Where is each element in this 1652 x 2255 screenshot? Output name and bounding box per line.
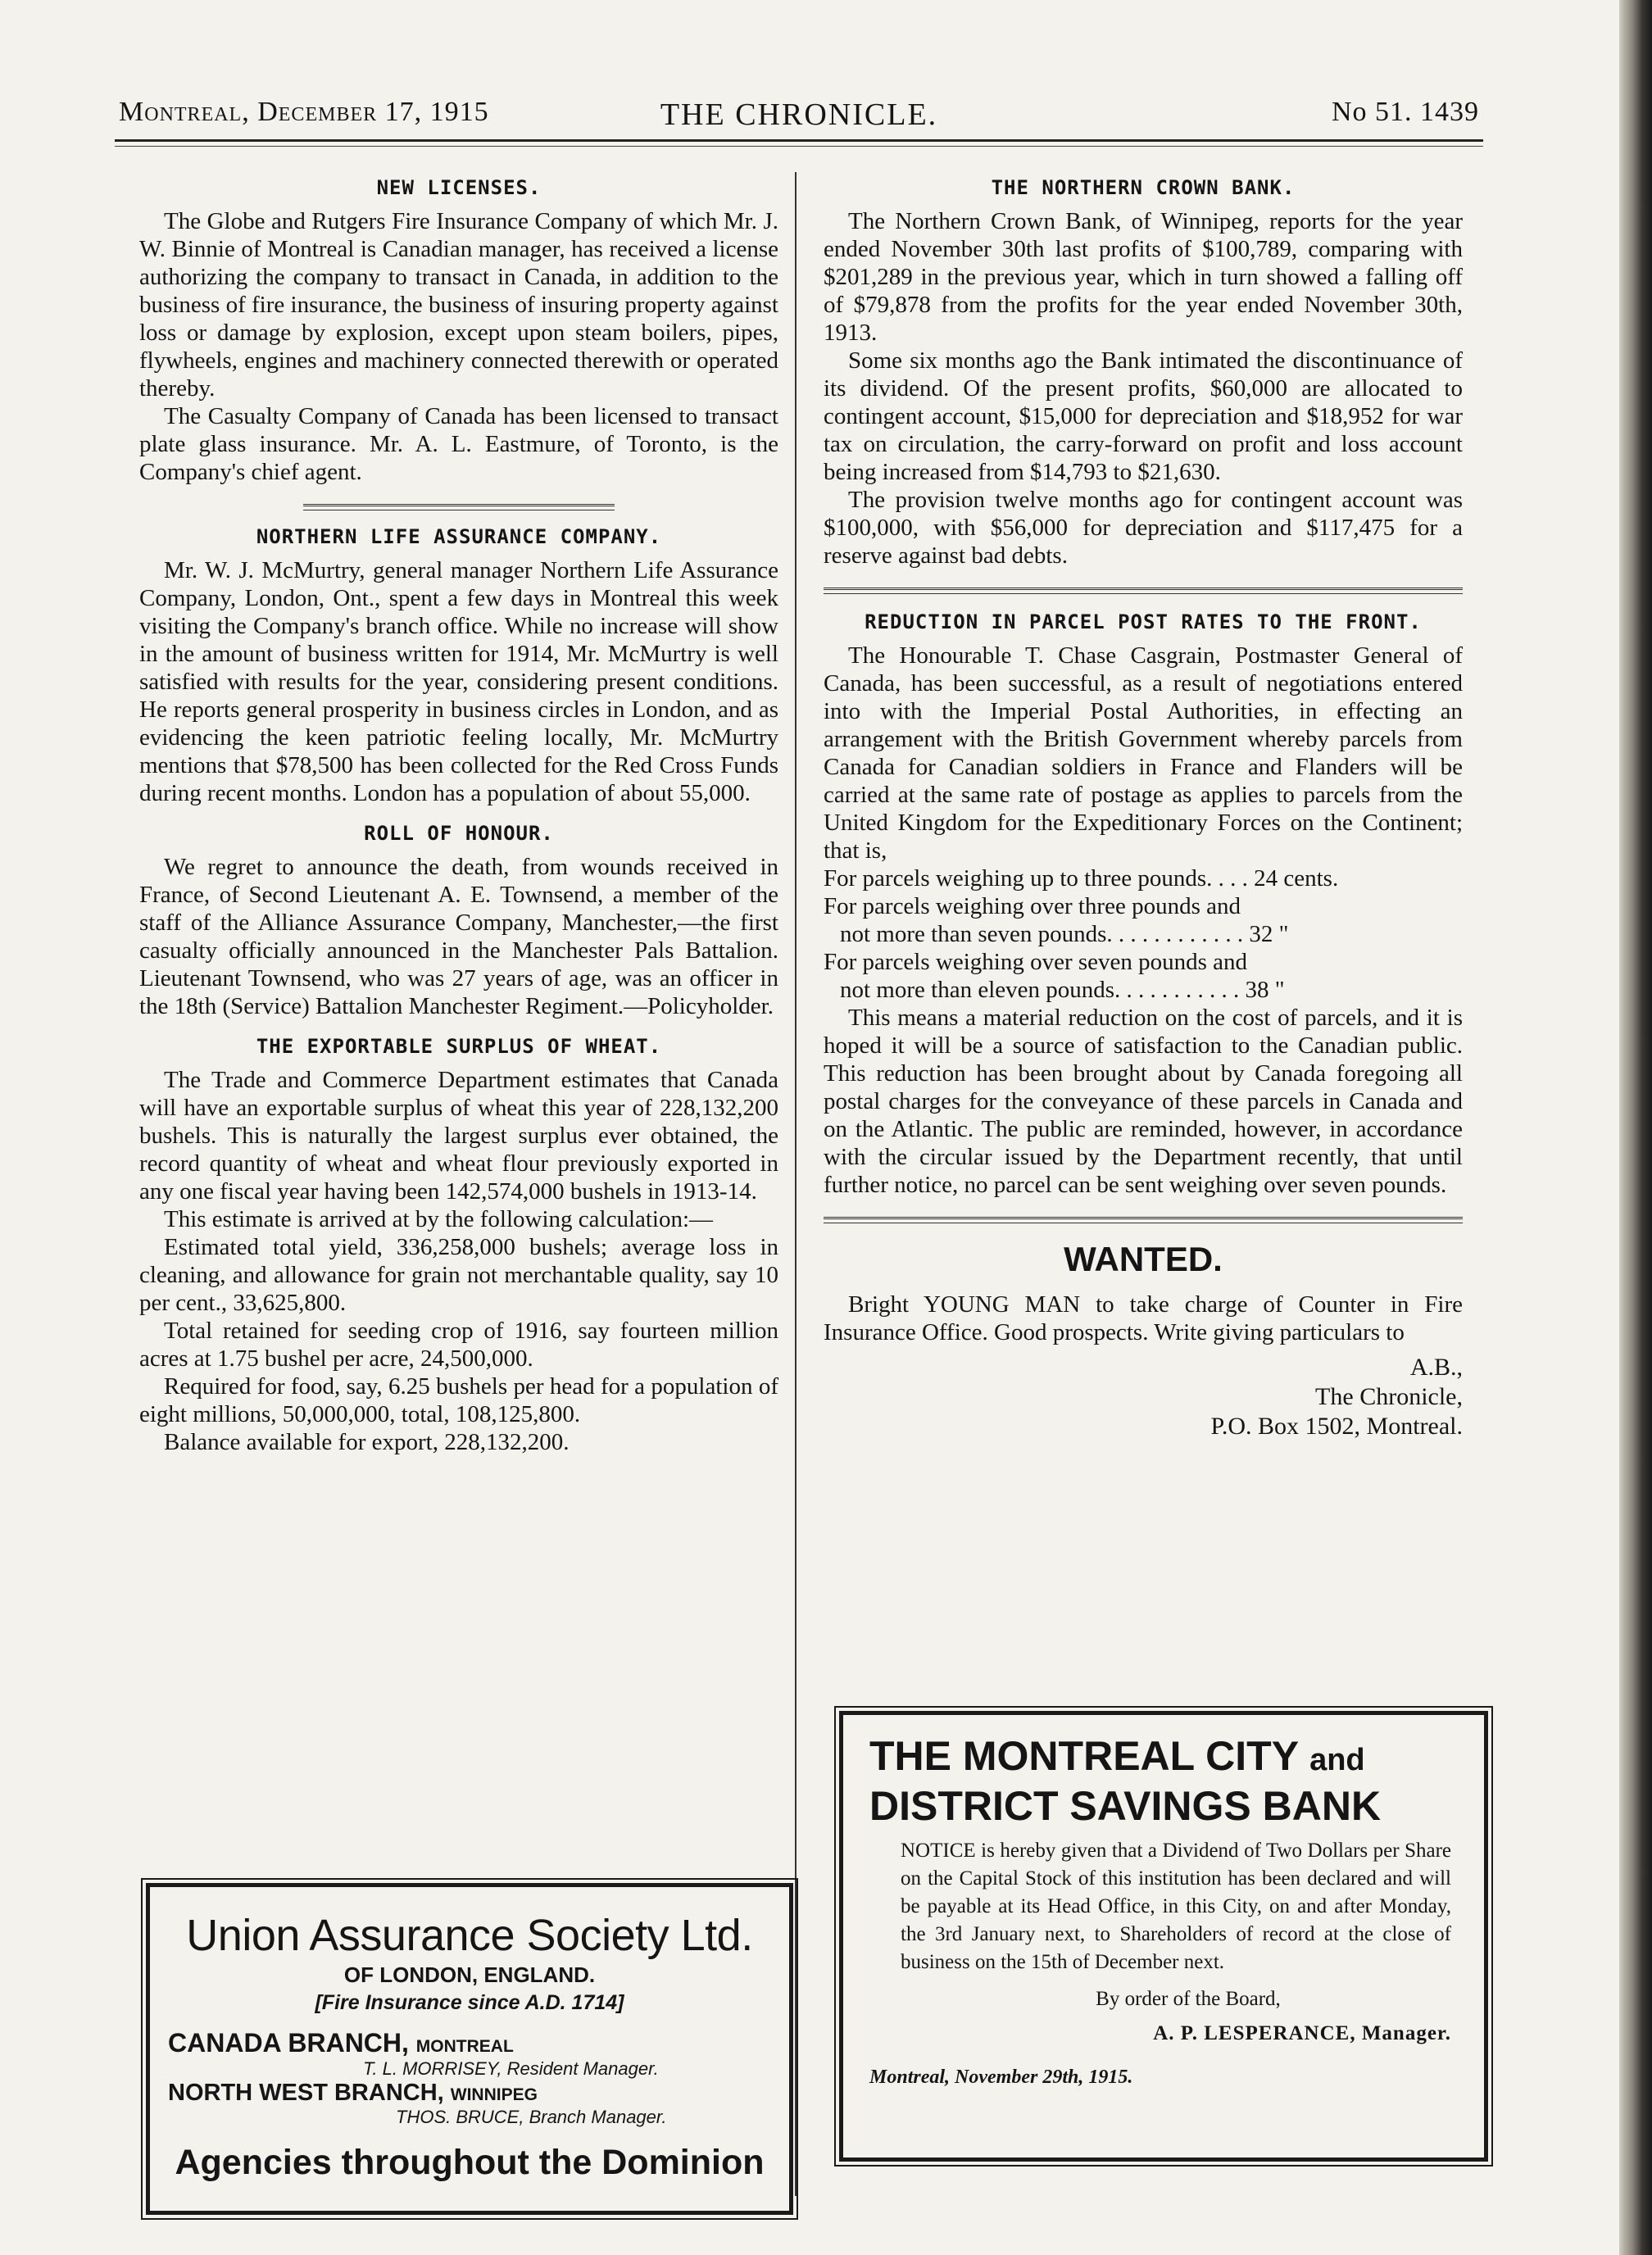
article-title: NEW LICENSES. <box>376 176 542 199</box>
left-column <box>139 176 778 1456</box>
bank-date: Montreal, November 29th, 1915. <box>869 2067 1133 2088</box>
article-title: THE NORTHERN CROWN BANK. <box>991 176 1296 199</box>
header-issue-page: No 51. 1439 <box>1331 97 1479 127</box>
bank-title-and: and <box>1309 1743 1365 1777</box>
page-header <box>119 97 1479 133</box>
article-roll-of-honour <box>139 822 778 1020</box>
address-line: The Chronicle, <box>1315 1383 1463 1410</box>
section-separator <box>824 1217 1463 1223</box>
article-new-licenses <box>139 176 778 486</box>
nw-branch-line <box>168 2080 789 2107</box>
rate-line: not more than seven pounds. . . . . . . . . . . . 32 " <box>840 921 1289 947</box>
article-title: REDUCTION IN PARCEL POST RATES TO THE FRONT. <box>865 610 1422 633</box>
article-paragraph: Required for food, say, 6.25 bushels per head for a population of eight millions, 50,000,000, total, 108,125,800. <box>139 1373 778 1427</box>
article-wheat-surplus <box>139 1035 778 1456</box>
wanted-notice <box>824 1240 1463 1441</box>
wanted-title: WANTED. <box>1064 1240 1223 1278</box>
address-line: A.B., <box>1409 1354 1463 1381</box>
article-paragraph: The Honourable T. Chase Casgrain, Postmaster General of Canada, has been successful, as a result of negotiations entered into with the Imperial Postal Authorities, in effecting an arrangement with the British Government whereby parcels from Canada for Canadian soldiers in France and Flanders will be carried at the same rate of postage as applies to parcels from the United Kingdom for the Expeditionary Forces on the Continent; that is, <box>824 642 1463 864</box>
article-paragraph: The provision twelve months ago for contingent account was $100,000, with $56,000 for depreciation and $117,475 for a reserve against bad debts. <box>824 487 1463 569</box>
canada-branch-line <box>168 2028 789 2058</box>
canada-branch-label: CANADA BRANCH, <box>168 2028 409 2058</box>
ad-since: [Fire Insurance since A.D. 1714] <box>315 1991 624 2014</box>
nw-branch-manager: THOS. BRUCE, Branch Manager. <box>396 2107 667 2127</box>
right-column <box>824 176 1463 1441</box>
page-binding-edge <box>1619 0 1652 2255</box>
article-paragraph: We regret to announce the death, from wounds received in France, of Second Lieutenant A. E. Townsend, a member of the staff of the Alliance Assurance Company, Manchester,—the first casualty officially announced in the Manchester Pals Battalion. Lieutenant Townsend, who was 27 years of age, was an officer in the 18th (Service) Battalion Manchester Regiment.—Policyholder. <box>139 854 778 1019</box>
bank-ad-title <box>869 1733 1484 1829</box>
wanted-address <box>824 1353 1463 1441</box>
article-paragraph: The Casualty Company of Canada has been licensed to transact plate glass insurance. Mr. A. L. Eastmure, of Toronto, is the Company's chief agent. <box>139 403 778 485</box>
article-title: NORTHERN LIFE ASSURANCE COMPANY. <box>256 525 662 548</box>
address-line: P.O. Box 1502, Montreal. <box>1210 1413 1463 1440</box>
union-assurance-advertisement <box>146 1883 793 2215</box>
article-paragraph: This estimate is arrived at by the following calculation:— <box>164 1206 714 1232</box>
header-masthead: THE CHRONICLE. <box>660 98 938 132</box>
rate-line: For parcels weighing up to three pounds. . . . 24 cents. <box>824 865 1339 892</box>
canada-branch-city: MONTREAL <box>415 2037 514 2056</box>
header-dateline: Montreal, December 17, 1915 <box>119 97 489 127</box>
wanted-body: Bright YOUNG MAN to take charge of Counter in Fire Insurance Office. Good prospects. Write giving particulars to <box>824 1291 1463 1345</box>
article-northern-crown-bank <box>824 176 1463 569</box>
article-paragraph: The Globe and Rutgers Fire Insurance Company of which Mr. J. W. Binnie of Montreal is Canadian manager, has received a license authorizing the company to transact in Canada, in addition to the business of fire insurance, the business of insuring property against loss or damage by explosion, except upon steam boilers, pipes, flywheels, engines and machinery connected therewith or operated thereby. <box>139 208 778 402</box>
article-paragraph: The Trade and Commerce Department estimates that Canada will have an exportable surplus of wheat this year of 228,132,200 bushels. This is naturally the largest surplus ever obtained, the record quantity of wheat and wheat flour previously exported in any one fiscal year having been 142,574,000 bushels in 1913-14. <box>139 1067 778 1205</box>
article-paragraph: The Northern Crown Bank, of Winnipeg, reports for the year ended November 30th last profits of $100,789, comparing with $201,289 in the previous year, which in turn showed a falling off of $79,878 from the profits for the year ended November 30th, 1913. <box>824 208 1463 346</box>
article-title: THE EXPORTABLE SURPLUS OF WHEAT. <box>256 1035 662 1058</box>
article-paragraph: Total retained for seeding crop of 1916, say fourteen million acres at 1.75 bushel per acre, 24,500,000. <box>139 1318 778 1372</box>
article-parcel-post <box>824 610 1463 1199</box>
rate-line: not more than eleven pounds. . . . . . . . . . . 38 " <box>840 977 1285 1003</box>
column-divider <box>795 172 796 2196</box>
header-rule-thin <box>115 146 1483 147</box>
ad-title: Union Assurance Society Ltd. <box>186 1911 753 1960</box>
article-paragraph: Estimated total yield, 336,258,000 bushels; average loss in cleaning, and allowance for grain not merchantable quality, say 10 per cent., 33,625,800. <box>139 1234 778 1316</box>
bank-title-line2: DISTRICT SAVINGS BANK <box>869 1783 1382 1829</box>
header-rule <box>115 139 1483 142</box>
section-separator <box>824 588 1463 594</box>
nw-branch-label: NORTH WEST BRANCH, <box>168 2080 444 2106</box>
savings-bank-advertisement <box>839 1711 1488 2162</box>
section-separator <box>303 504 615 510</box>
bank-manager: A. P. LESPERANCE, Manager. <box>1153 2022 1451 2044</box>
article-northern-life <box>139 525 778 807</box>
rate-line: For parcels weighing over seven pounds and <box>824 949 1248 975</box>
article-paragraph: Balance available for export, 228,132,200. <box>164 1429 570 1455</box>
article-paragraph: This means a material reduction on the cost of parcels, and it is hoped it will be a source of satisfaction to the Canadian public. This reduction has been brought about by Canada foregoing all postal charges for the conveyance of these parcels in Canada and on the Atlantic. The public are reminded, however, in accordance with the circular issued by the Department recently, that until further notice, no parcel can be sent weighing over seven pounds. <box>824 1005 1463 1198</box>
bank-order: By order of the Board, <box>1096 1988 1281 2010</box>
ad-subtitle: OF LONDON, ENGLAND. <box>343 1962 596 1987</box>
ad-footer: Agencies throughout the Dominion <box>175 2143 765 2182</box>
rate-table <box>824 864 1463 1004</box>
bank-notice: NOTICE is hereby given that a Dividend of Two Dollars per Share on the Capital Stock of this institution has been declared and will be payable at its Head Office, in this City, on and after Monday, the 3rd January next, to Shareholders of record at the close of business on the 15th of December next. <box>901 1840 1451 1973</box>
article-title: ROLL OF HONOUR. <box>364 822 554 845</box>
bank-title-line1: THE MONTREAL CITY <box>869 1733 1299 1779</box>
article-paragraph: Some six months ago the Bank intimated the discontinuance of its dividend. Of the present profits, $60,000 are allocated to contingent account, $15,000 for depreciation and $18,952 for war tax on circulation, the carry-forward on profit and loss account being increased from $14,793 to $21,630. <box>824 347 1463 485</box>
article-paragraph: Mr. W. J. McMurtry, general manager Northern Life Assurance Company, London, Ont., spent a few days in Montreal this week visiting the Company's branch office. While no increase will show in the amount of business written for 1914, Mr. McMurtry is well satisfied with results for the year, considering present conditions. He reports general prosperity in business circles in London, and as evidencing the keen patriotic feeling locally, Mr. McMurtry mentions that $78,500 has been collected for the Red Cross Funds during recent months. London has a population of about 55,000. <box>139 557 778 806</box>
rate-line: For parcels weighing over three pounds and <box>824 893 1241 919</box>
canada-branch-manager: T. L. MORRISEY, Resident Manager. <box>363 2058 659 2079</box>
nw-branch-city: WINNIPEG <box>450 2085 538 2104</box>
